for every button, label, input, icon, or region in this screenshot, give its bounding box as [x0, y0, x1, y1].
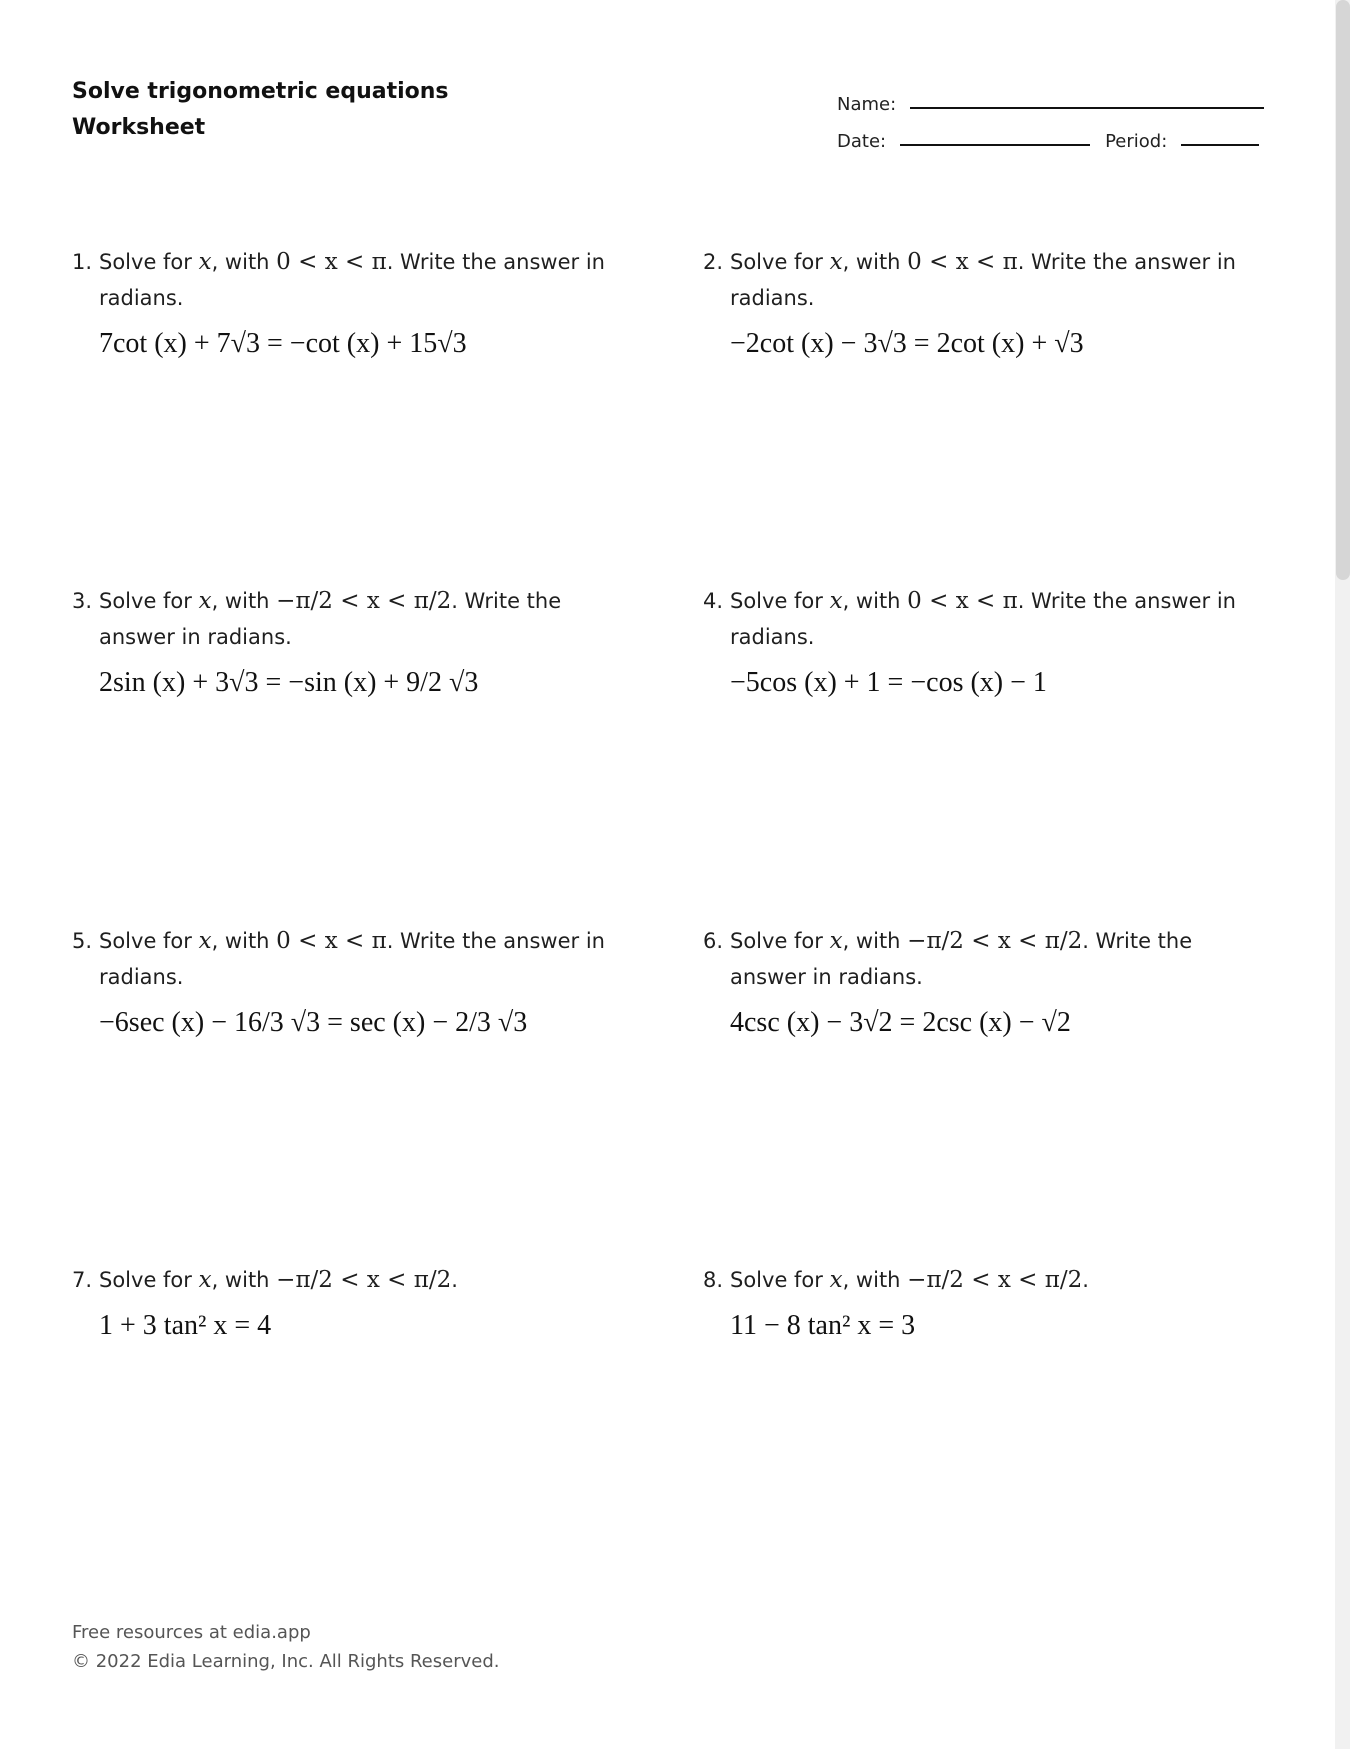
problem-prompt — [703, 923, 1263, 995]
prompt-text: , with — [842, 250, 908, 274]
range: −π/2 < x < π/2 — [276, 1267, 452, 1293]
variable: x — [198, 928, 212, 954]
prompt-text: , with — [842, 1268, 908, 1292]
problem-prompt — [72, 1262, 632, 1298]
prompt-text: , with — [842, 589, 908, 613]
equation: 2sin (x) + 3√3 = −sin (x) + 9/2 √3 — [99, 667, 479, 698]
title-line-2: Worksheet — [72, 115, 206, 140]
problem-prompt — [72, 923, 632, 995]
problem-7 — [72, 1262, 632, 1342]
range: 0 < x < π — [276, 249, 387, 275]
range: 0 < x < π — [276, 928, 387, 954]
prompt-text: Solve for — [730, 250, 830, 274]
equation: −2cot (x) − 3√3 = 2cot (x) + √3 — [730, 328, 1084, 359]
prompt-text: Solve for — [730, 589, 830, 613]
prompt-text: . Write the answer in radians. — [730, 250, 1236, 310]
footer-resources: Free resources at edia.app — [72, 1622, 311, 1643]
problem-prompt — [703, 244, 1263, 316]
prompt-text: Solve for — [730, 929, 830, 953]
problem-prompt — [703, 1262, 1263, 1298]
problem-number: 2. — [703, 250, 724, 274]
problem-prompt — [72, 244, 632, 316]
scrollbar-thumb[interactable] — [1336, 0, 1350, 580]
problem-prompt — [703, 583, 1263, 655]
prompt-text: . Write the answer in radians. — [99, 589, 562, 649]
variable: x — [829, 588, 843, 614]
prompt-text: , with — [211, 1268, 277, 1292]
date-label: Date: — [837, 131, 887, 152]
variable: x — [198, 1267, 212, 1293]
name-row — [837, 78, 1264, 115]
problem-number: 1. — [72, 250, 93, 274]
problem-1 — [72, 244, 632, 360]
problem-2 — [703, 244, 1263, 360]
problem-number: 4. — [703, 589, 724, 613]
name-blank — [910, 107, 1264, 109]
problem-prompt — [72, 583, 632, 655]
range: −π/2 < x < π/2 — [907, 928, 1083, 954]
problem-number: 3. — [72, 589, 93, 613]
prompt-text: . Write the answer in radians. — [730, 589, 1236, 649]
prompt-text: Solve for — [99, 929, 199, 953]
variable: x — [829, 1267, 843, 1293]
prompt-text: , with — [211, 589, 277, 613]
variable: x — [829, 249, 843, 275]
prompt-text: Solve for — [730, 1268, 830, 1292]
prompt-text: Solve for — [99, 1268, 199, 1292]
range: 0 < x < π — [907, 588, 1018, 614]
range: 0 < x < π — [907, 249, 1018, 275]
equation: −6sec (x) − 16/3 √3 = sec (x) − 2/3 √3 — [99, 1007, 528, 1038]
equation: 7cot (x) + 7√3 = −cot (x) + 15√3 — [99, 328, 467, 359]
variable: x — [198, 249, 212, 275]
prompt-text: , with — [211, 929, 277, 953]
equation: 4csc (x) − 3√2 = 2csc (x) − √2 — [730, 1007, 1071, 1038]
problem-3 — [72, 583, 632, 699]
prompt-text: . Write the answer in radians. — [99, 929, 605, 989]
equation: 11 − 8 tan² x = 3 — [730, 1310, 916, 1341]
name-label: Name: — [837, 94, 897, 115]
date-blank — [900, 144, 1090, 146]
prompt-text: . Write the answer in radians. — [99, 250, 605, 310]
prompt-text: Solve for — [99, 589, 199, 613]
title-line-1: Solve trigonometric equations — [72, 79, 449, 104]
problem-6 — [703, 923, 1263, 1039]
range: −π/2 < x < π/2 — [276, 588, 452, 614]
period-label: Period: — [1105, 131, 1168, 152]
student-info — [837, 78, 1264, 152]
prompt-text: , with — [842, 929, 908, 953]
period-blank — [1181, 144, 1259, 146]
problem-4 — [703, 583, 1263, 699]
prompt-text: . — [1082, 1268, 1089, 1292]
worksheet-title — [72, 74, 449, 146]
date-period-row — [837, 115, 1264, 152]
problem-number: 7. — [72, 1268, 93, 1292]
problem-number: 6. — [703, 929, 724, 953]
range: −π/2 < x < π/2 — [907, 1267, 1083, 1293]
problem-8 — [703, 1262, 1263, 1342]
problem-number: 8. — [703, 1268, 724, 1292]
footer-copyright: © 2022 Edia Learning, Inc. All Rights Reserved. — [72, 1651, 500, 1672]
equation: −5cos (x) + 1 = −cos (x) − 1 — [730, 667, 1047, 698]
prompt-text: . — [451, 1268, 458, 1292]
prompt-text: , with — [211, 250, 277, 274]
prompt-text: Solve for — [99, 250, 199, 274]
equation: 1 + 3 tan² x = 4 — [99, 1310, 272, 1341]
footer — [72, 1618, 499, 1676]
prompt-text: . Write the answer in radians. — [730, 929, 1193, 989]
problem-number: 5. — [72, 929, 93, 953]
variable: x — [829, 928, 843, 954]
problem-5 — [72, 923, 632, 1039]
variable: x — [198, 588, 212, 614]
